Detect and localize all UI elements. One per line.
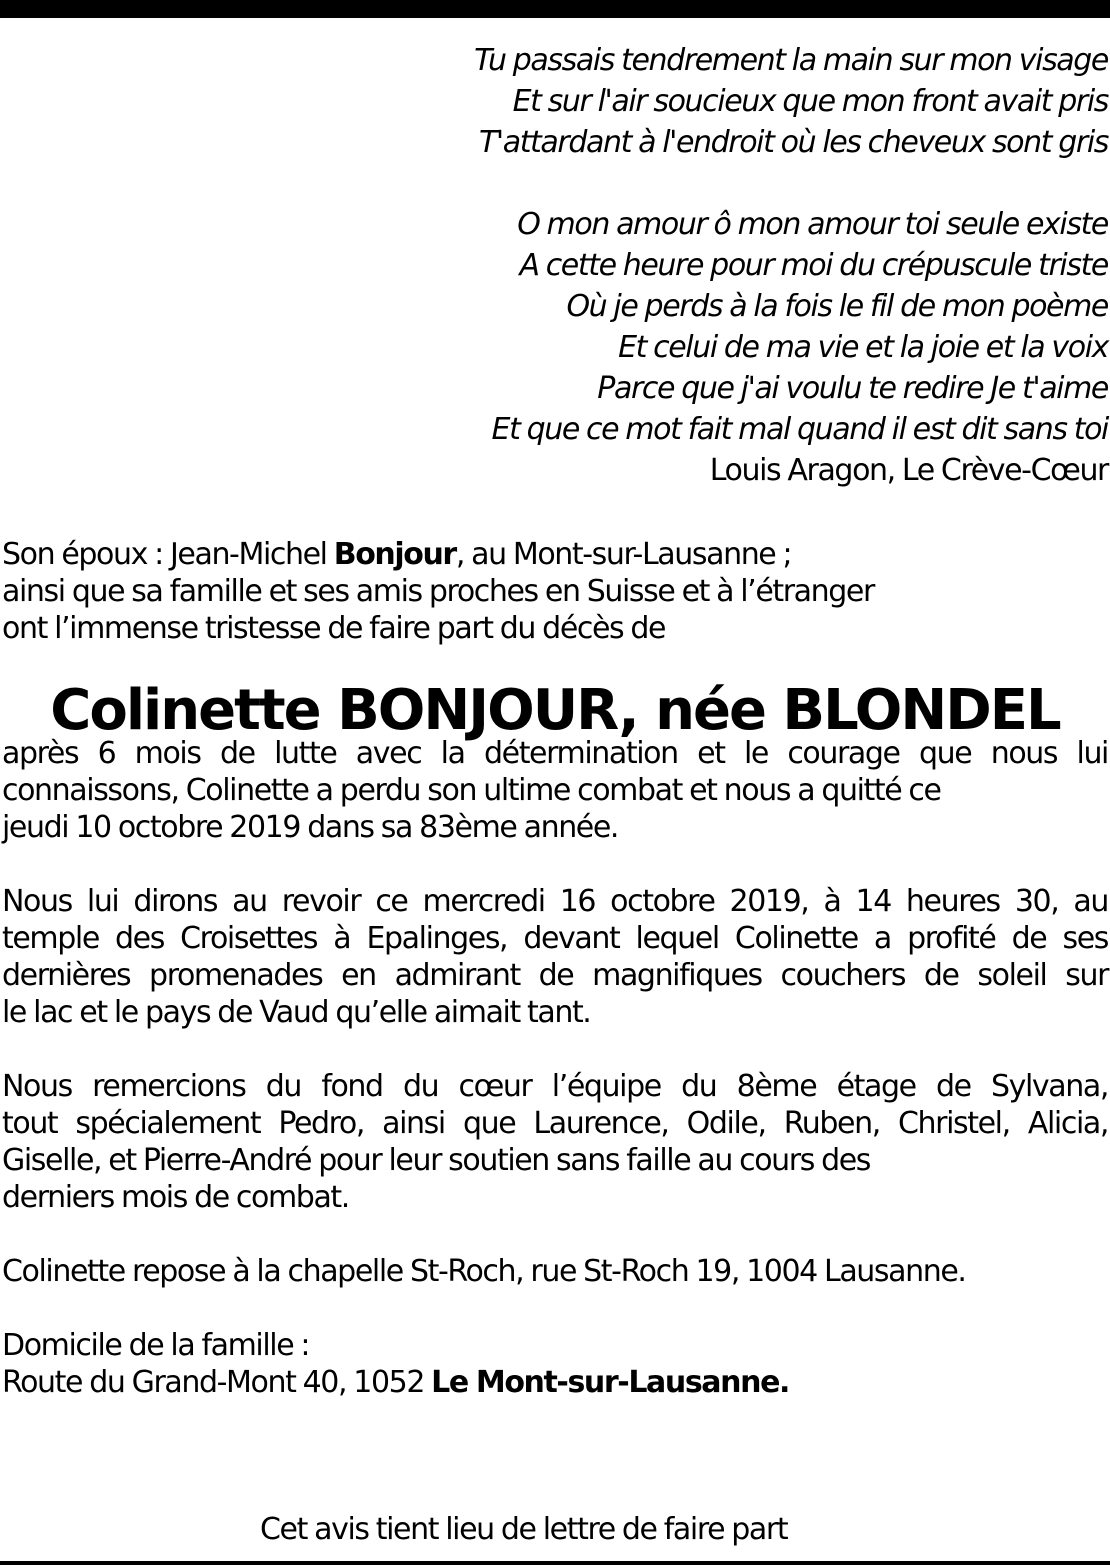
stanza-break: [348, 163, 1108, 204]
poem-line: A cette heure pour moi du crépuscule triste: [519, 248, 1108, 283]
poem-line: Et sur l'air soucieux que mon front avait pris: [512, 84, 1108, 119]
poem-line: Tu passais tendrement la main sur mon visage: [474, 43, 1108, 78]
paragraph-family-address: [2, 1327, 1108, 1401]
address-town: Le Mont-sur-Lausanne.: [431, 1365, 790, 1400]
poem-line: Et que ce mot fait mal quand il est dit sans toi: [491, 412, 1108, 447]
poem-line: Parce que j'ai voulu te redire Je t'aime: [597, 371, 1108, 406]
spouse-prefix: Son époux : Jean-Michel: [2, 537, 334, 572]
closing-note: Cet avis tient lieu de lettre de faire part: [260, 1512, 788, 1547]
paragraph-resting-place: [2, 1253, 1108, 1290]
paragraph-line: tout spécialement Pedro, ainsi que Laurence, Odile, Ruben, Christel, Alicia,: [2, 1106, 1108, 1141]
paragraph-line: connaissons, Colinette a perdu son ultime combat et nous a quitté ce: [2, 773, 941, 808]
bottom-rule: [0, 1561, 1110, 1565]
poem-author: Louis Aragon, Le Crève-Cœur: [709, 453, 1108, 488]
paragraph-line: Domicile de la famille :: [2, 1328, 310, 1363]
paragraph-line: Nous remercions du fond du cœur l’équipe du 8ème étage de Sylvana,: [2, 1069, 1108, 1104]
paragraph-line: jeudi 10 octobre 2019 dans sa 83ème année.: [2, 810, 619, 845]
obituary-body: [2, 735, 1108, 1438]
paragraph-thanks: [2, 1068, 1108, 1216]
paragraph-line: derniers mois de combat.: [2, 1180, 349, 1215]
paragraph-line: Giselle, et Pierre-André pour leur soutien sans faille au cours des: [2, 1143, 871, 1178]
address-street: Route du Grand-Mont 40, 1052: [2, 1365, 432, 1400]
paragraph-circumstances: [2, 735, 1108, 846]
paragraph-line: [2, 1364, 1108, 1401]
poem-epigraph: [348, 40, 1108, 491]
poem-line: Où je perds à la fois le fil de mon poème: [566, 289, 1108, 324]
spouse-surname: Bonjour: [333, 537, 456, 572]
top-rule: [0, 0, 1110, 18]
poem-line: O mon amour ô mon amour toi seule existe: [517, 207, 1108, 242]
announcement-line: ainsi que sa famille et ses amis proches en Suisse et à l’étranger: [2, 574, 874, 609]
paragraph-line: Colinette repose à la chapelle St-Roch, rue St-Roch 19, 1004 Lausanne.: [2, 1254, 966, 1289]
paragraph-line: le lac et le pays de Vaud qu’elle aimait tant.: [2, 995, 591, 1030]
paragraph-line: dernières promenades en admirant de magnifiques couchers de soleil sur: [2, 958, 1108, 993]
family-announcement: [2, 536, 1108, 647]
paragraph-ceremony: [2, 883, 1108, 1031]
poem-line: Et celui de ma vie et la joie et la voix: [618, 330, 1108, 365]
paragraph-line: après 6 mois de lutte avec la détermination et le courage que nous lui: [2, 736, 1108, 771]
announcement-line: ont l’immense tristesse de faire part du décès de: [2, 611, 666, 646]
poem-line: T'attardant à l'endroit où les cheveux sont gris: [478, 125, 1108, 160]
spouse-location: , au Mont-sur-Lausanne ;: [455, 537, 792, 572]
deceased-name: Colinette BONJOUR, née BLONDEL: [50, 678, 1060, 743]
paragraph-line: Nous lui dirons au revoir ce mercredi 16 octobre 2019, à 14 heures 30, au: [2, 884, 1108, 919]
announcement-line: [2, 536, 1108, 573]
paragraph-line: temple des Croisettes à Epalinges, devant lequel Colinette a profité de ses: [2, 921, 1108, 956]
